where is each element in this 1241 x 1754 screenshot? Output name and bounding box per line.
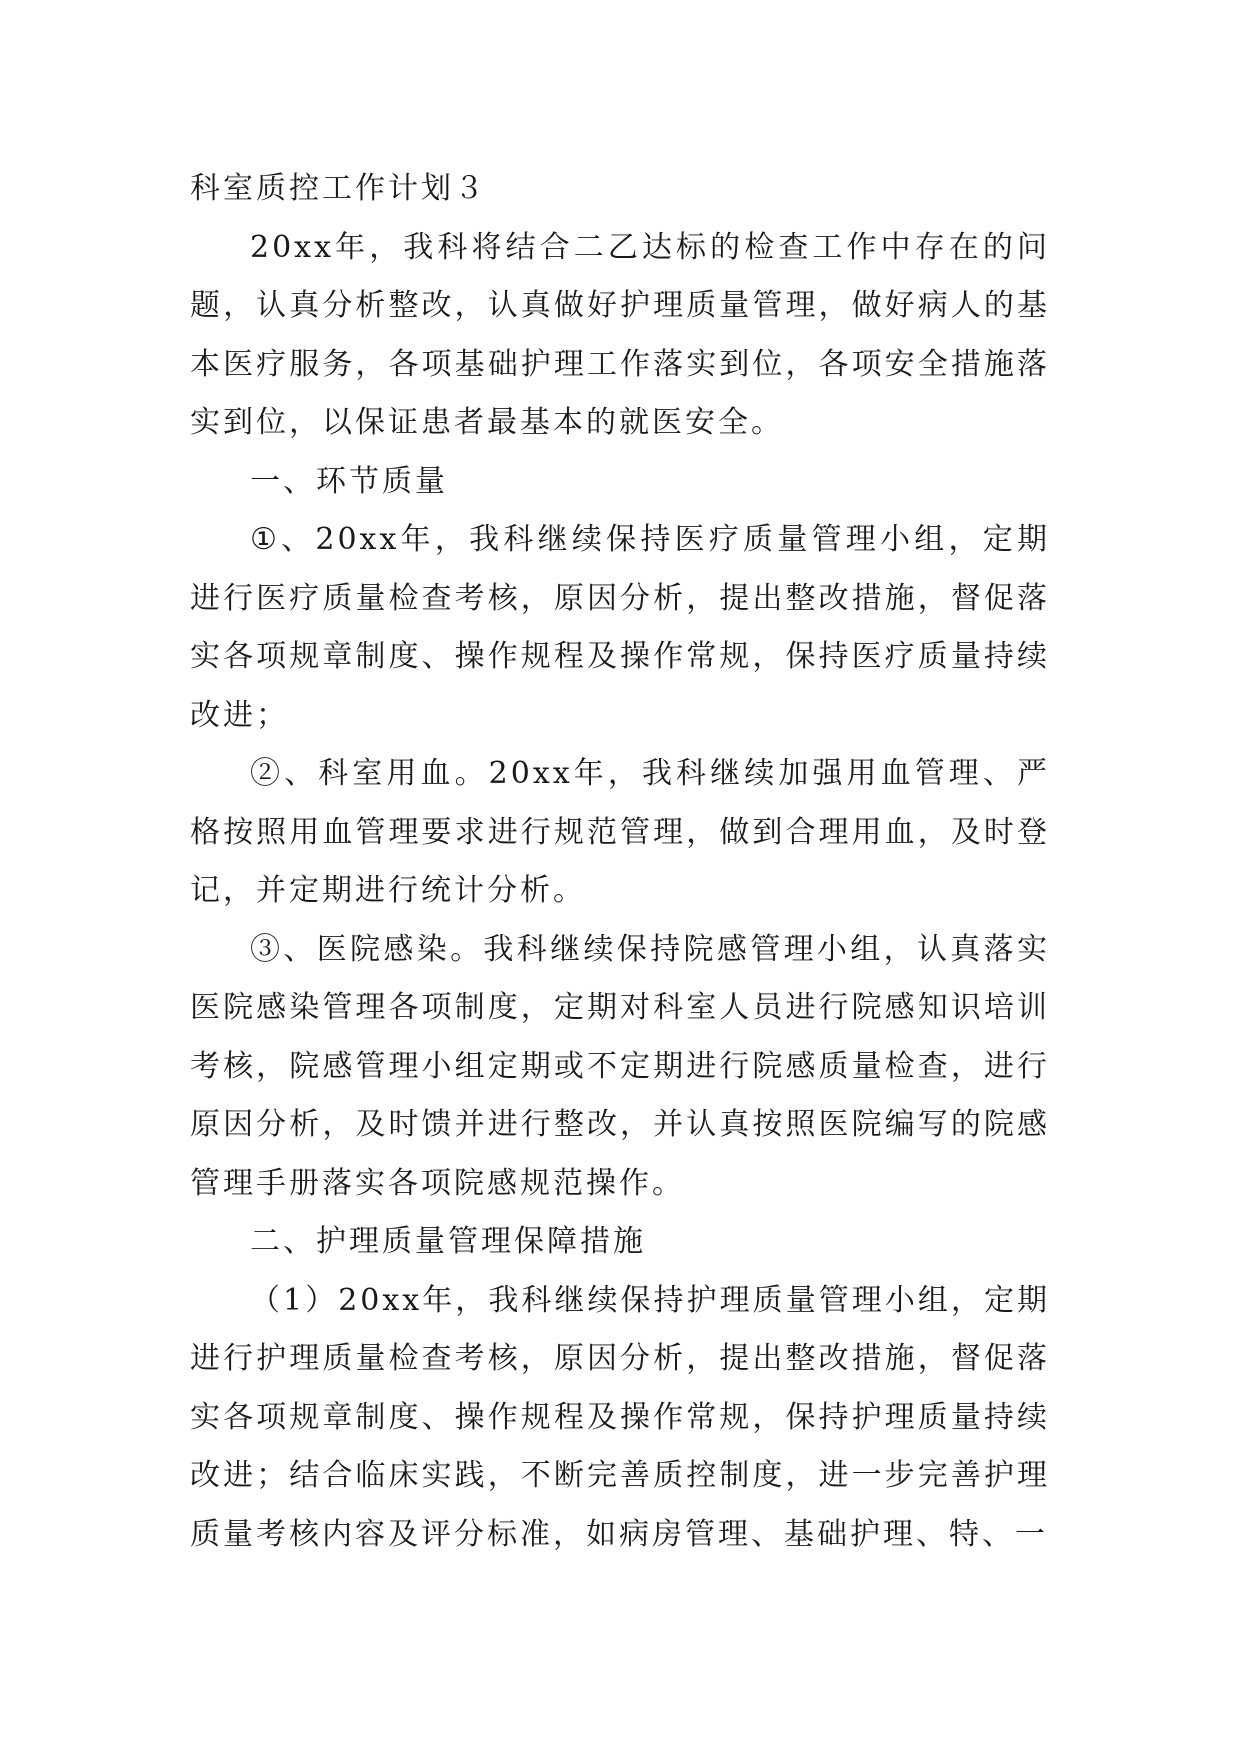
paragraph-hospital-infection: ③、医院感染。我科继续保持院感管理小组，认真落实医院感染管理各项制度，定期对科室人员进行院感知识培训考核，院感管理小组定期或不定期进行院感质量检查，进行原因分析，及时馈并进行整改，并认真按照医院编写的院感管理手册落实各项院感规范操作。	[190, 931, 1050, 1201]
document-body	[190, 160, 1050, 1564]
paragraph-nursing-quality: （1）20xx年，我科继续保持护理质量管理小组，定期进行护理质量检查考核，原因分析，提出整改措施，督促落实各项规章制度、操作规程及操作常规，保持护理质量持续改进；结合临床实践，不断完善质控制度，进一步完善护理质量考核内容及评分标准，如病房管理、基础护理、特、一	[190, 1282, 1050, 1552]
section-heading-link-quality: 一、环节质量	[250, 463, 448, 499]
document-title: 科室质控工作计划３	[190, 171, 487, 206]
paragraph-medical-quality: ①、20xx年，我科继续保持医疗质量管理小组，定期进行医疗质量检查考核，原因分析，提出整改措施，督促落实各项规章制度、操作规程及操作常规，保持医疗质量持续改进；	[190, 522, 1050, 733]
section-heading-nursing-quality: 二、护理质量管理保障措施	[250, 1224, 646, 1259]
paragraph-intro: 20xx年，我科将结合二乙达标的检查工作中存在的问题，认真分析整改，认真做好护理质量管理，做好病人的基本医疗服务，各项基础护理工作落实到位，各项安全措施落实到位，以保证患者最基本的就医安全。	[190, 229, 1050, 440]
paragraph-blood-use: ②、科室用血。20xx年，我科继续加强用血管理、严格按照用血管理要求进行规范管理，做到合理用血，及时登记，并定期进行统计分析。	[190, 756, 1050, 908]
